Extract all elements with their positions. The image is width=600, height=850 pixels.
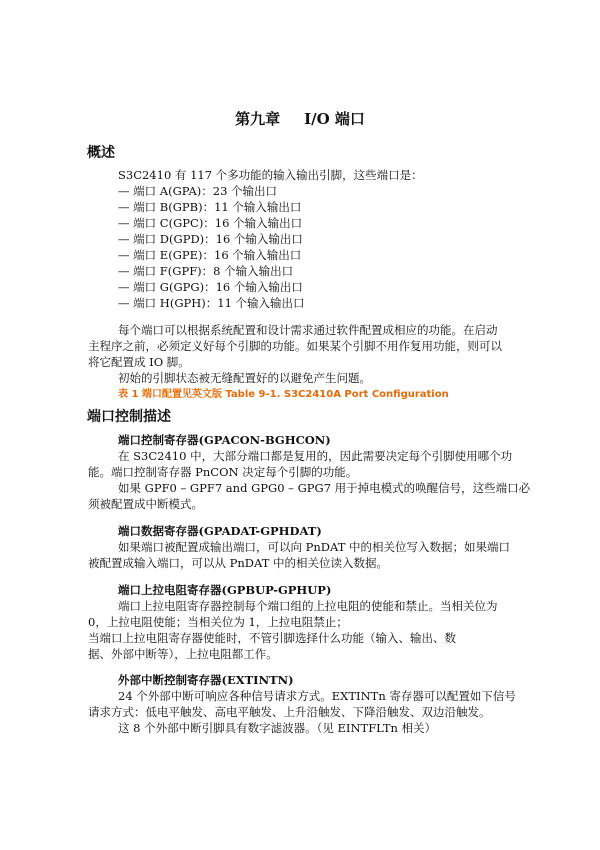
- port-list-item: — 端口 F(GPF)：8 个输入输出口: [118, 264, 294, 278]
- chapter-name: I/O 端口: [304, 110, 365, 128]
- paragraph-line: 当端口上拉电阻寄存器使能时，不管引脚选择什么功能（输入、输出、数: [88, 631, 456, 645]
- paragraph-line: 据、外部中断等），上拉电阻都工作。: [88, 647, 278, 661]
- paragraph-line: 将它配置成 IO 脚。: [88, 355, 190, 369]
- table-caption: 表 1 端口配置见英文版 Table 9-1. S3C2410A Port Configuration: [118, 389, 449, 400]
- gpup-title: 端口上拉电阻寄存器(GPBUP-GPHUP): [118, 583, 332, 597]
- port-list-item: — 端口 A(GPA)：23 个输出口: [118, 184, 278, 198]
- paragraph-line: 0，上拉电阻使能；当相关位为 1，上拉电阻禁止；: [88, 615, 348, 629]
- paragraph-line: 须被配置成中断模式。: [88, 497, 203, 511]
- port-list-item: — 端口 E(GPE)：16 个输入输出口: [118, 248, 302, 262]
- extint-title: 外部中断控制寄存器(EXTINTN): [118, 673, 294, 687]
- port-list-item: — 端口 G(GPG)：16 个输入输出口: [118, 280, 303, 294]
- control-heading: 端口控制描述: [87, 409, 171, 425]
- paragraph-line: 如果端口被配置成输出端口，可以向 PnDAT 中的相关位写入数据；如果端口: [118, 540, 511, 554]
- port-list-item: — 端口 H(GPH)：11 个输入输出口: [118, 296, 305, 310]
- port-list-item: — 端口 C(GPC)：16 个输入输出口: [118, 216, 303, 230]
- paragraph-line: 请求方式：低电平触发、高电平触发、上升沿触发、下降沿触发、双边沿触发。: [88, 705, 491, 719]
- gpdat-title: 端口数据寄存器(GPADAT-GPHDAT): [118, 524, 322, 538]
- paragraph-line: 这 8 个外部中断引脚具有数字滤波器。（见 EINTFLTn 相关）: [118, 721, 437, 735]
- paragraph-line: 初始的引脚状态被无缝配置好的以避免产生问题。: [118, 371, 371, 385]
- overview-intro: S3C2410 有 117 个多功能的输入输出引脚，这些端口是：: [118, 168, 423, 182]
- port-list-item: — 端口 D(GPD)：16 个输入输出口: [118, 232, 303, 246]
- paragraph-line: 能。端口控制寄存器 PnCON 决定每个引脚的功能。: [88, 465, 358, 479]
- chapter-title: [0, 108, 600, 129]
- overview-heading: 概述: [87, 145, 115, 161]
- paragraph-line: 端口上拉电阻寄存器控制每个端口组的上拉电阻的使能和禁止。当相关位为: [118, 599, 498, 613]
- port-list-item: — 端口 B(GPB)：11 个输入输出口: [118, 200, 302, 214]
- paragraph-line: 被配置成输入端口，可以从 PnDAT 中的相关位读入数据。: [88, 556, 389, 570]
- paragraph-line: 如果 GPF0 – GPF7 and GPG0 – GPG7 用于掉电模式的唤醒信号，这些端口必: [118, 481, 531, 495]
- paragraph-line: 每个端口可以根据系统配置和设计需求通过软件配置成相应的功能。在启动: [118, 323, 498, 337]
- gpcon-title: 端口控制寄存器(GPACON-BGHCON): [118, 433, 331, 447]
- chapter-number: 第九章: [235, 110, 281, 128]
- paragraph-line: 主程序之前，必须定义好每个引脚的功能。如果某个引脚不用作复用功能，则可以: [88, 339, 502, 353]
- paragraph-line: 24 个外部中断可响应各种信号请求方式。EXTINTn 寄存器可以配置如下信号: [118, 689, 516, 703]
- paragraph-line: 在 S3C2410 中，大部分端口都是复用的，因此需要决定每个引脚使用哪个功: [118, 449, 513, 463]
